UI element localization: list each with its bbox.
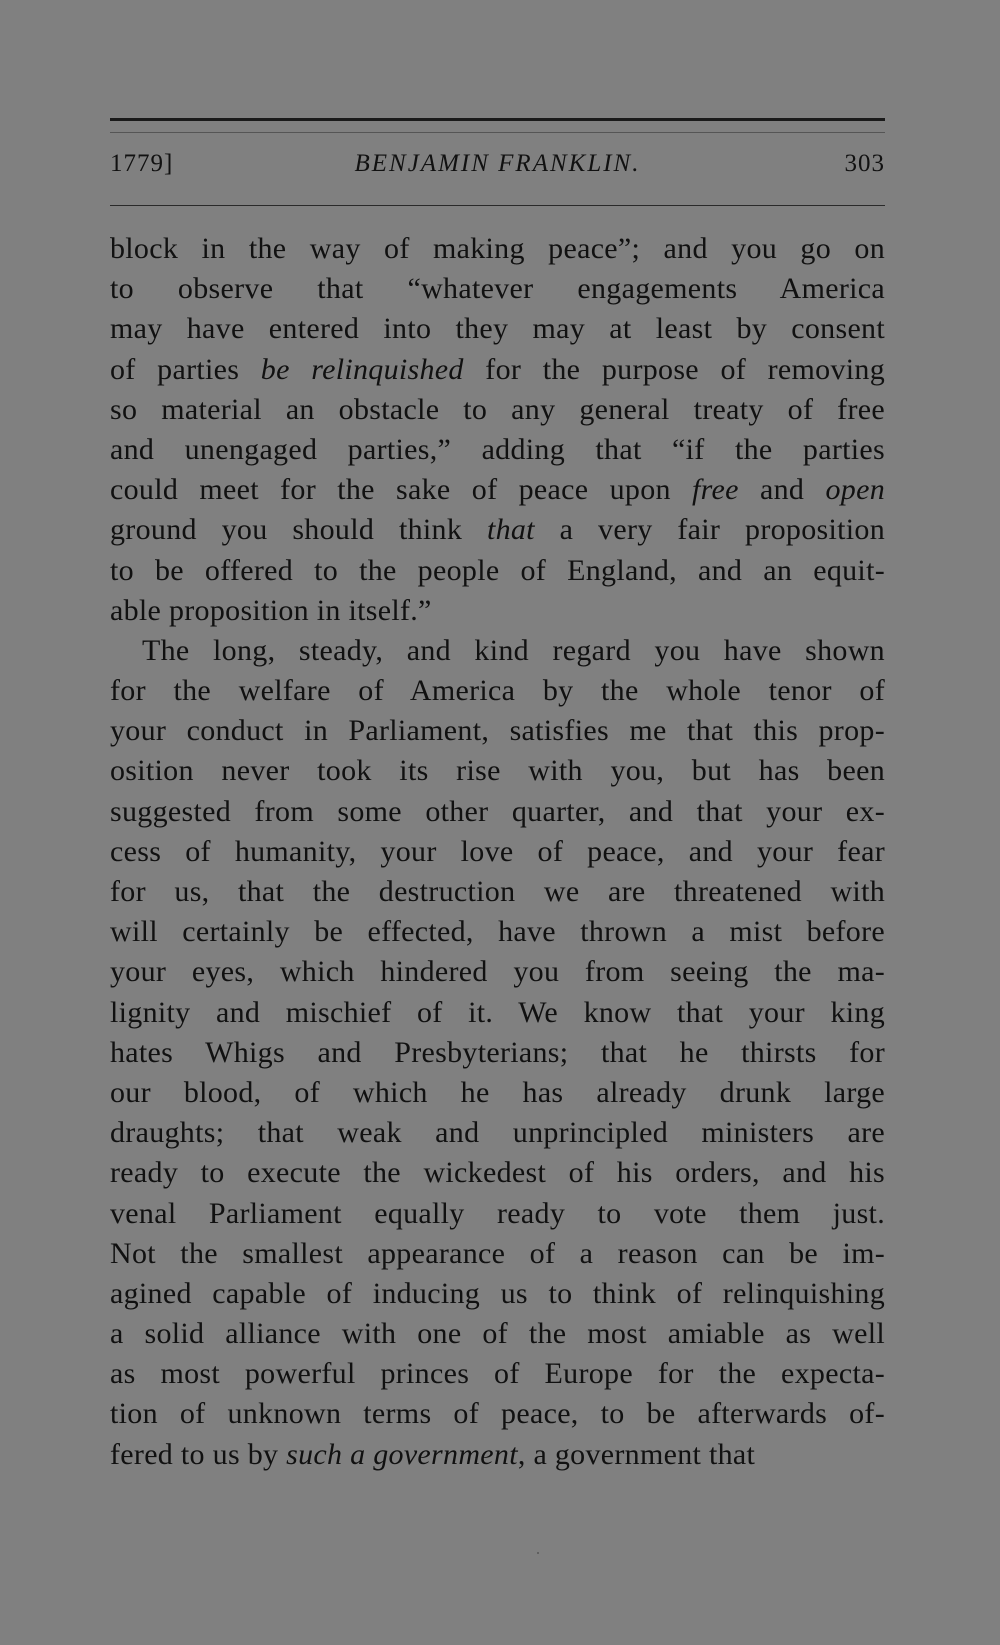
text-line xyxy=(110,993,885,1033)
header-underline xyxy=(110,205,885,206)
text-segment: your eyes, which hindered you from seeing the ma- xyxy=(110,955,885,989)
text-line xyxy=(110,1394,885,1434)
text-segment: venal Parliament equally ready to vote them just. xyxy=(110,1196,885,1230)
text-segment: for us, that the destruction we are threatened with xyxy=(110,875,885,908)
text-line xyxy=(110,350,885,390)
text-segment: and xyxy=(738,473,826,507)
text-line xyxy=(110,1354,885,1394)
text-line xyxy=(110,952,885,992)
text-segment: a very fair proposition xyxy=(534,513,885,547)
text-line xyxy=(110,711,885,751)
text-line xyxy=(110,229,885,269)
running-header xyxy=(110,148,885,188)
text-segment: , a government that xyxy=(517,1437,756,1471)
text-line xyxy=(110,1314,885,1354)
text-segment: agined capable of inducing us to think of relinquishing xyxy=(110,1276,885,1310)
text-segment: may have entered into they may at least by consent xyxy=(110,312,885,346)
text-segment: fered to us by xyxy=(110,1437,287,1471)
text-segment: and unengaged parties,” adding that “if the parties xyxy=(110,432,885,466)
text-segment: tion of unknown terms of peace, to be afterwards of- xyxy=(110,1397,885,1431)
text-segment: for the purpose of removing xyxy=(463,352,886,386)
text-segment: able proposition in itself.” xyxy=(110,593,432,627)
text-line xyxy=(110,269,885,309)
italic-text: such a government xyxy=(286,1437,518,1471)
text-line xyxy=(110,470,885,510)
text-segment: block in the way of making peace”; and you go on xyxy=(110,232,885,265)
header-title: BENJAMIN FRANKLIN. xyxy=(354,150,641,177)
italic-text: free xyxy=(692,473,739,507)
text-segment: osition never took its rise with you, but has been xyxy=(110,754,885,788)
text-segment: your conduct in Parliament, satisfies me that this prop- xyxy=(110,714,885,748)
text-line xyxy=(110,792,885,832)
text-line xyxy=(110,1234,885,1274)
text-segment: The long, steady, and kind regard you have shown xyxy=(142,633,885,667)
italic-text: open xyxy=(825,473,885,507)
text-line xyxy=(110,671,885,711)
text-line xyxy=(110,390,885,430)
text-line xyxy=(110,1113,885,1153)
text-line xyxy=(110,1153,885,1193)
text-line xyxy=(110,309,885,349)
text-line xyxy=(110,1033,885,1073)
text-line xyxy=(110,1194,885,1234)
text-segment: for the welfare of America by the whole tenor of xyxy=(110,674,885,708)
text-segment: to observe that “whatever engagements America xyxy=(110,272,885,306)
paper-speck xyxy=(537,1552,539,1554)
text-line xyxy=(110,430,885,470)
text-line xyxy=(110,832,885,872)
text-segment: to be offered to the people of England, and an equit- xyxy=(110,553,885,587)
text-segment: Not the smallest appearance of a reason can be im- xyxy=(110,1236,885,1270)
page-body-text xyxy=(110,229,885,1475)
top-rule-thick xyxy=(110,118,885,121)
text-line xyxy=(110,631,885,671)
text-segment: of parties xyxy=(110,352,261,386)
top-rule-thin xyxy=(110,132,885,133)
italic-text: be relinquished xyxy=(260,352,464,386)
text-line xyxy=(110,1073,885,1113)
text-segment: hates Whigs and Presbyterians; that he thirsts for xyxy=(110,1035,885,1069)
page-number: 303 xyxy=(844,150,885,177)
text-segment: a solid alliance with one of the most amiable as well xyxy=(110,1317,885,1351)
text-segment: draughts; that weak and unprincipled ministers are xyxy=(110,1116,885,1150)
italic-text: that xyxy=(486,513,535,547)
text-segment: our blood, of which he has already drunk large xyxy=(110,1075,885,1109)
text-line xyxy=(110,510,885,550)
text-segment: cess of humanity, your love of peace, and your fear xyxy=(110,834,885,868)
text-segment: will certainly be effected, have thrown a mist before xyxy=(110,915,885,949)
text-segment: so material an obstacle to any general treaty of free xyxy=(110,392,885,426)
text-segment: ready to execute the wickedest of his orders, and his xyxy=(110,1156,885,1190)
text-line xyxy=(110,912,885,952)
text-line xyxy=(110,751,885,791)
text-segment: as most powerful princes of Europe for the expecta- xyxy=(110,1357,885,1391)
text-segment: ground you should think xyxy=(110,513,487,547)
text-line xyxy=(110,551,885,591)
text-segment: suggested from some other quarter, and that your ex- xyxy=(110,794,885,828)
text-line xyxy=(110,1435,885,1475)
text-line xyxy=(110,591,885,631)
text-segment: could meet for the sake of peace upon xyxy=(110,473,693,507)
header-year: 1779] xyxy=(110,150,174,177)
text-line xyxy=(110,1274,885,1314)
text-segment: lignity and mischief of it. We know that your king xyxy=(110,995,885,1029)
text-line xyxy=(110,872,885,912)
